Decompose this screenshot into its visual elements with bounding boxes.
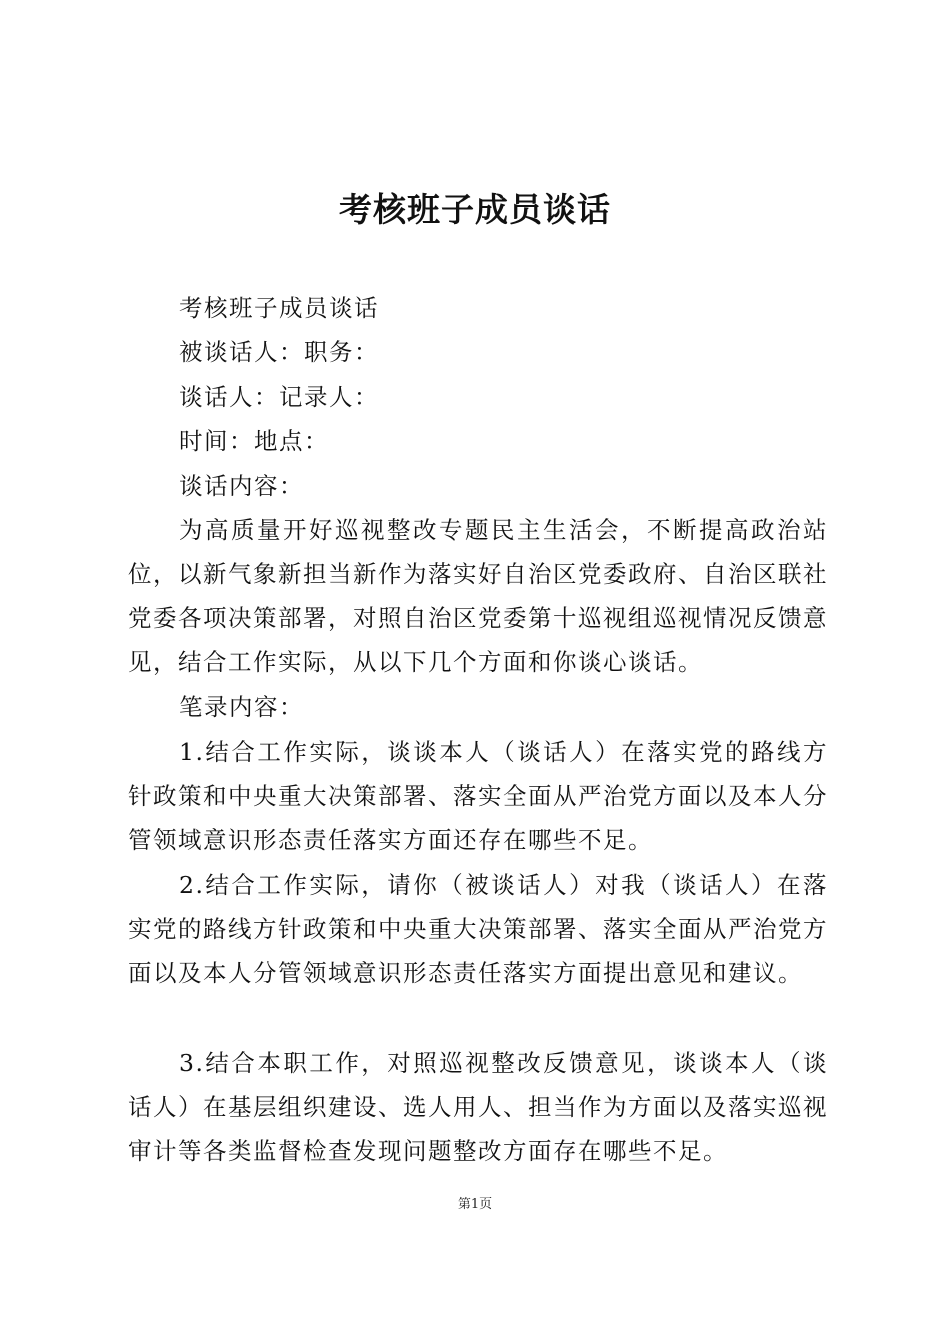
paragraph-item-3: 3.结合本职工作，对照巡视整改反馈意见，谈谈本人（谈话人）在基层组织建设、选人用人、担当作为方面以及落实巡视审计等各类监督检查发现问题整改方面存在哪些不足。 — [128, 1049, 828, 1165]
paragraph-interviewer: 谈话人：记录人： — [179, 383, 379, 411]
page-number: 第1页 — [457, 1197, 493, 1212]
paragraph-content-label: 谈话内容： — [179, 472, 304, 500]
paragraph-item-2: 2.结合工作实际，请你（被谈话人）对我（谈话人）在落实党的路线方针政策和中央重大决策部署、落实全面从严治党方面以及本人分管领域意识形态责任落实方面提出意见和建议。 — [128, 871, 828, 987]
paragraph-time-place: 时间：地点： — [179, 427, 329, 455]
paragraph-notes-label: 笔录内容： — [179, 693, 304, 721]
paragraph-interviewee: 被谈话人：职务： — [179, 338, 379, 366]
paragraph-item-1: 1.结合工作实际，谈谈本人（谈话人）在落实党的路线方针政策和中央重大决策部署、落实全面从严治党方面以及本人分管领域意识形态责任落实方面还存在哪些不足。 — [128, 738, 828, 854]
document-title: 考核班子成员谈话 — [339, 190, 611, 229]
paragraph-intro: 为高质量开好巡视整改专题民主生活会，不断提高政治站位，以新气象新担当新作为落实好自治区党委政府、自治区联社党委各项决策部署，对照自治区党委第十巡视组巡视情况反馈意见，结合工作实际，从以下几个方面和你谈心谈话。 — [128, 516, 828, 676]
paragraph-heading: 考核班子成员谈话 — [179, 294, 379, 322]
